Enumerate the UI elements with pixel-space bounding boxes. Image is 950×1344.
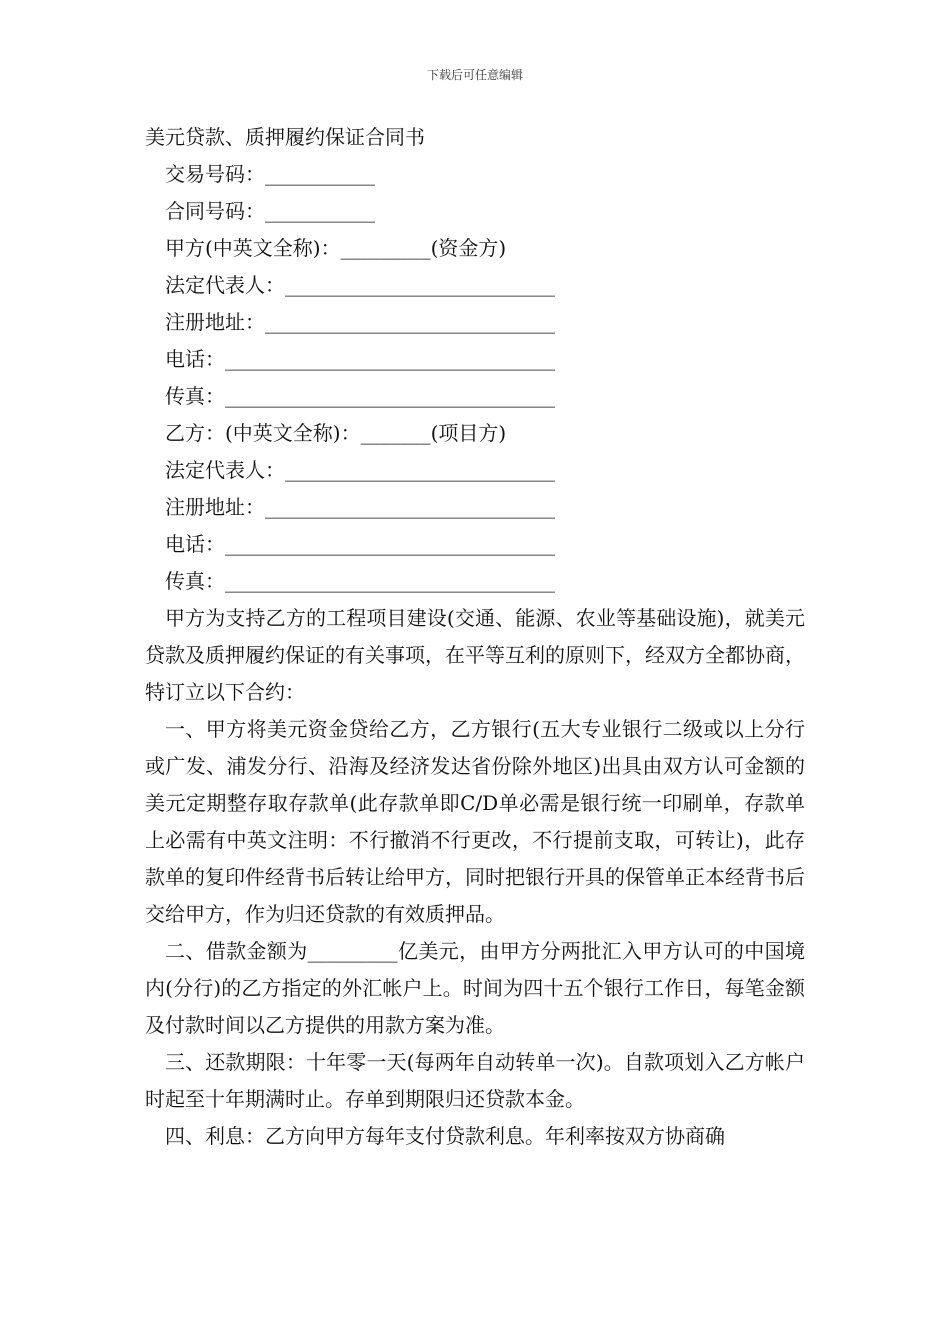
page-header: 下载后可任意编辑 [426,68,523,82]
paragraph-clause-1: 一、甲方将美元资金贷给乙方，乙方银行(五大专业银行二级或以上分行或广发、浦发分行、沿海及经济发达省份除外地区)出具由双方认可金额的美元定期整存取存款单(此存款单即C/D单必需是银行统一印刷单，存款单上必需有中英文注明：不行撤消不行更改，不行提前支取，可转让)，此存款单的复印件经背书后转让给甲方，同时把银行开具的保管单正本经背书后交给甲方，作为归还贷款的有效质押品。 [145,717,805,926]
document-body [145,119,805,1155]
field-party-a-phone: 电话：_________________________________ [165,347,555,371]
field-party-b-phone: 电话：_________________________________ [165,532,555,556]
paragraph-preamble: 甲方为支持乙方的工程项目建设(交通、能源、农业等基础设施)，就美元贷款及质押履约保证的有关事项，在平等互利的原则下，经双方全都协商，特订立以下合约： [145,606,805,704]
field-party-b-fax: 传真：_________________________________ [165,569,555,593]
paragraph-clause-2: 二、借款金额为_________亿美元，由甲方分两批汇入甲方认可的中国境内(分行)的乙方指定的外汇帐户上。时间为四十五个银行工作日，每笔金额及付款时间以乙方提供的用款方案为准。 [145,939,805,1037]
field-party-a-fax: 传真：_________________________________ [165,384,555,408]
document-title: 美元贷款、质押履约保证合同书 [145,125,425,149]
field-party-a-address: 注册地址：_____________________________ [165,310,555,334]
field-party-a-representative: 法定代表人：___________________________ [165,273,555,297]
field-party-b-name: 乙方：(中英文全称)：_______(项目方) [165,421,507,445]
field-party-b-representative: 法定代表人：___________________________ [165,458,555,482]
field-contract-number: 合同号码：___________ [165,199,375,223]
field-party-a-name: 甲方(中英文全称)：_________(资金方) [165,236,507,260]
field-transaction-number: 交易号码：___________ [165,162,375,186]
field-party-b-address: 注册地址：_____________________________ [165,495,555,519]
paragraph-clause-3: 三、还款期限：十年零一天(每两年自动转单一次)。自款项划入乙方帐户时起至十年期满时止。存单到期限归还贷款本金。 [145,1050,805,1111]
paragraph-clause-4: 四、利息：乙方向甲方每年支付贷款利息。年利率按双方协商确 [165,1124,725,1148]
